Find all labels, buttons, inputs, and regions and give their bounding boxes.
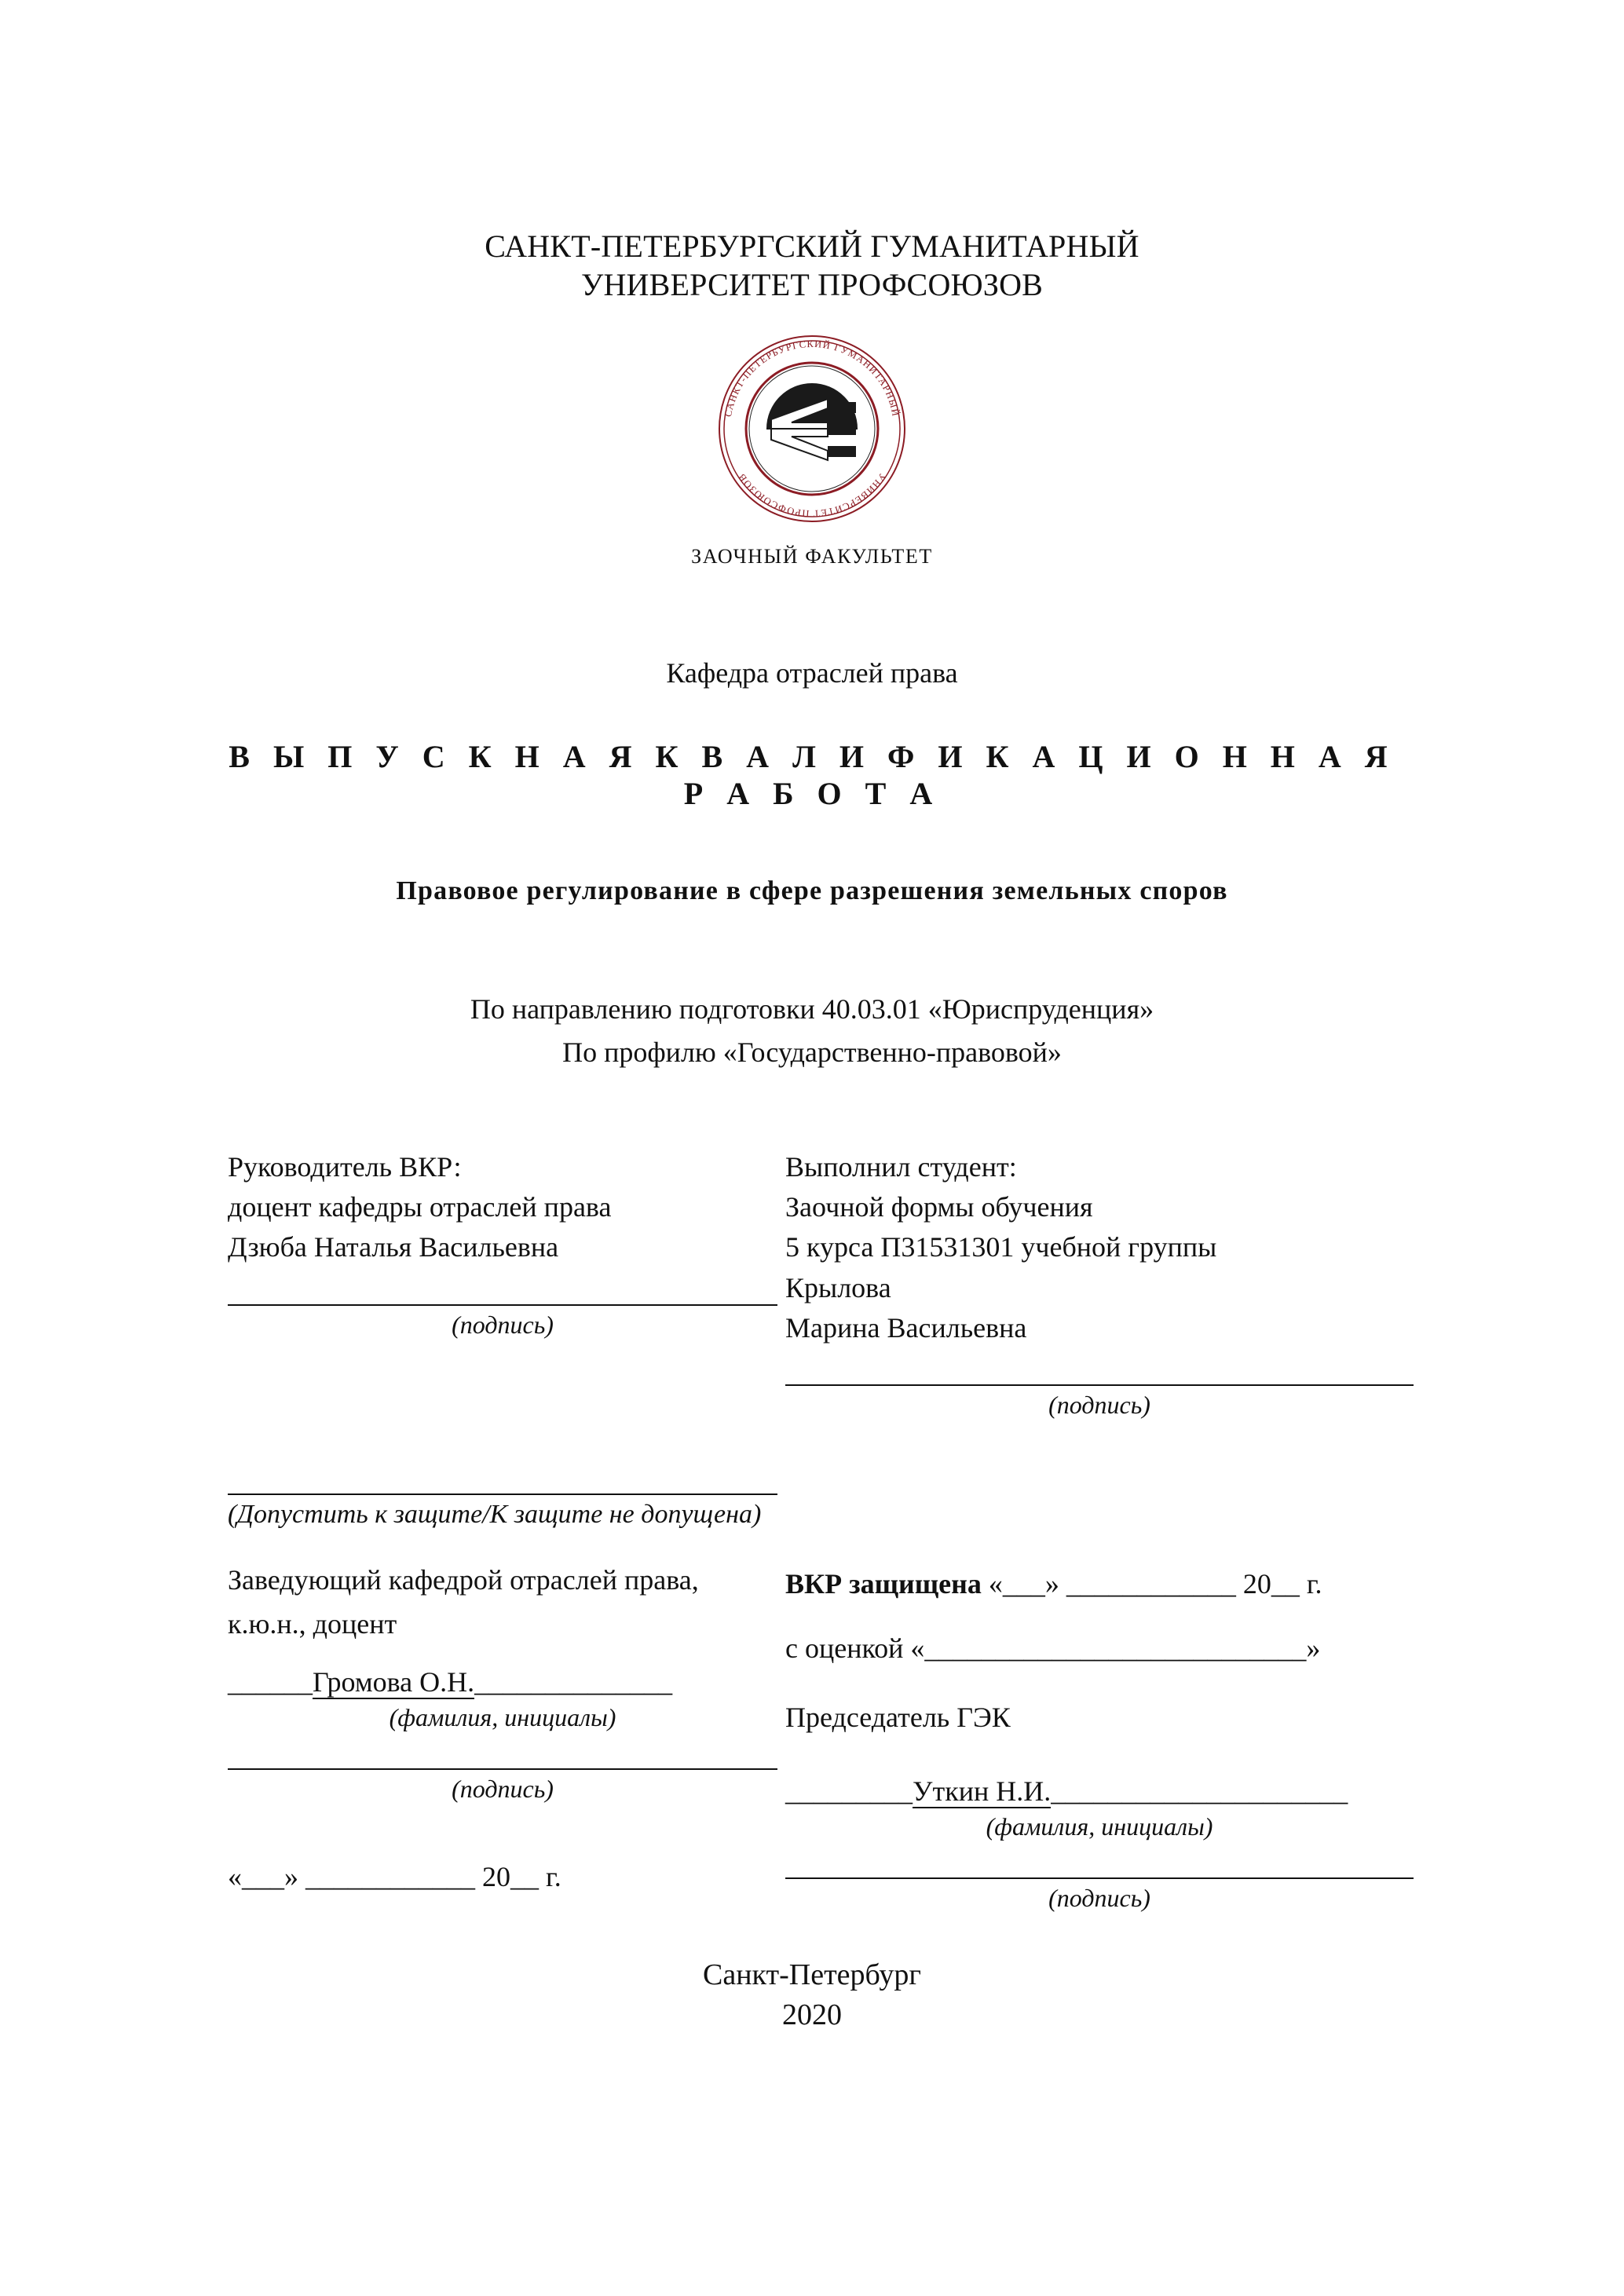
admission-caption: (Допустить к защите/К защите не допущена) [228,1499,762,1529]
student-signature-caption: (подпись) [1048,1390,1150,1419]
supervisor-column [228,1147,777,1913]
university-title [228,0,1396,305]
chairman-name-suffix: _______ [1051,1775,1150,1807]
student-group: 5 курса П31531301 учебной группы [785,1231,1217,1263]
supervisor-name: Дзюба Наталья Васильевна [228,1231,559,1263]
university-title-line2: УНИВЕРСИТЕТ ПРОФСОЮЗОВ [580,266,1044,302]
chairman-signature-rule [785,1877,1414,1879]
supervisor-role-label: Руководитель ВКР: [228,1151,462,1183]
student-name-patronymic: Марина Васильевна [785,1311,1027,1344]
defense-date: «___» ____________ 20__ г. [988,1567,1322,1600]
student-column [785,1147,1414,1913]
footer-city: Санкт-Петербург [702,1958,922,1991]
chairman-signature-caption: (подпись) [1048,1883,1150,1912]
admission-rule [228,1493,777,1495]
chairman-name-prefix: _________ [785,1775,913,1807]
logo-container [228,327,1396,531]
document-footer [0,1955,1624,2036]
supervisor-signature-caption: (подпись) [452,1310,554,1339]
faculty-label: ЗАОЧНЫЙ ФАКУЛЬТЕТ [691,544,933,568]
head-name-prefix: ______ [228,1665,313,1698]
chairman-name-tail: ______________ [1150,1775,1348,1807]
supervisor-position: доцент кафедры отраслей права [228,1191,612,1223]
student-role-label: Выполнил студент: [785,1151,1017,1183]
head-name: Громова О.Н. [313,1665,475,1698]
chairman-label: Председатель ГЭК [785,1701,1011,1733]
spacer-left [228,1340,777,1457]
student-surname: Крылова [785,1271,891,1303]
head-initials-caption: (фамилия, инициалы) [389,1702,616,1731]
direction-block [228,988,1396,1076]
profile-line: По профилю «Государственно-правовой» [562,1036,1062,1069]
university-logo-icon [710,327,914,531]
work-type-heading: В Ы П У С К Н А Я К В А Л И Ф И К А Ц И О Н Н А Я Р А Б О Т А [229,738,1395,811]
defense-label: ВКР защищена [785,1567,982,1600]
chairman-name-line [785,1775,1414,1808]
defense-line [785,1567,1414,1600]
head-name-suffix: ______________ [474,1665,673,1698]
supervisor-signature-rule [228,1304,777,1306]
head-of-department-name-line [228,1665,777,1698]
student-form: Заочной формы обучения [785,1191,1093,1223]
head-of-department-line1: Заведующий кафедрой отраслей права, [228,1563,699,1596]
department-label: Кафедра отраслей права [666,656,958,689]
spacer-right [785,1420,1414,1467]
svg-text:УНИВЕРСИТЕТ ПРОФСОЮЗОВ: УНИВЕРСИТЕТ ПРОФСОЮЗОВ [736,470,888,519]
footer-year: 2020 [782,1998,842,2032]
chairman-initials-caption: (фамилия, инициалы) [986,1812,1213,1841]
head-of-department-line2: к.ю.н., доцент [228,1608,397,1640]
work-title: Правовое регулирование в сфере разрешения земельных споров [396,876,1228,905]
admission-date-line: «___» ____________ 20__ г. [228,1860,561,1892]
university-title-line1: САНКТ-ПЕТЕРБУРГСКИЙ ГУМАНИТАРНЫЙ [485,229,1139,264]
head-signature-caption: (подпись) [452,1774,554,1803]
defense-mark-line: с оценкой «___________________________» [785,1632,1321,1664]
svg-text:САНКТ-ПЕТЕРБУРГСКИЙ ГУМАНИТАРН: САНКТ-ПЕТЕРБУРГСКИЙ ГУМАНИТАРНЫЙ [722,338,902,418]
student-signature-rule [785,1384,1414,1386]
head-signature-rule [228,1768,777,1770]
signatures-columns [228,1147,1396,1913]
chairman-name: Уткин Н.И. [913,1775,1052,1807]
direction-line: По направлению подготовки 40.03.01 «Юриспруденция» [470,993,1154,1025]
